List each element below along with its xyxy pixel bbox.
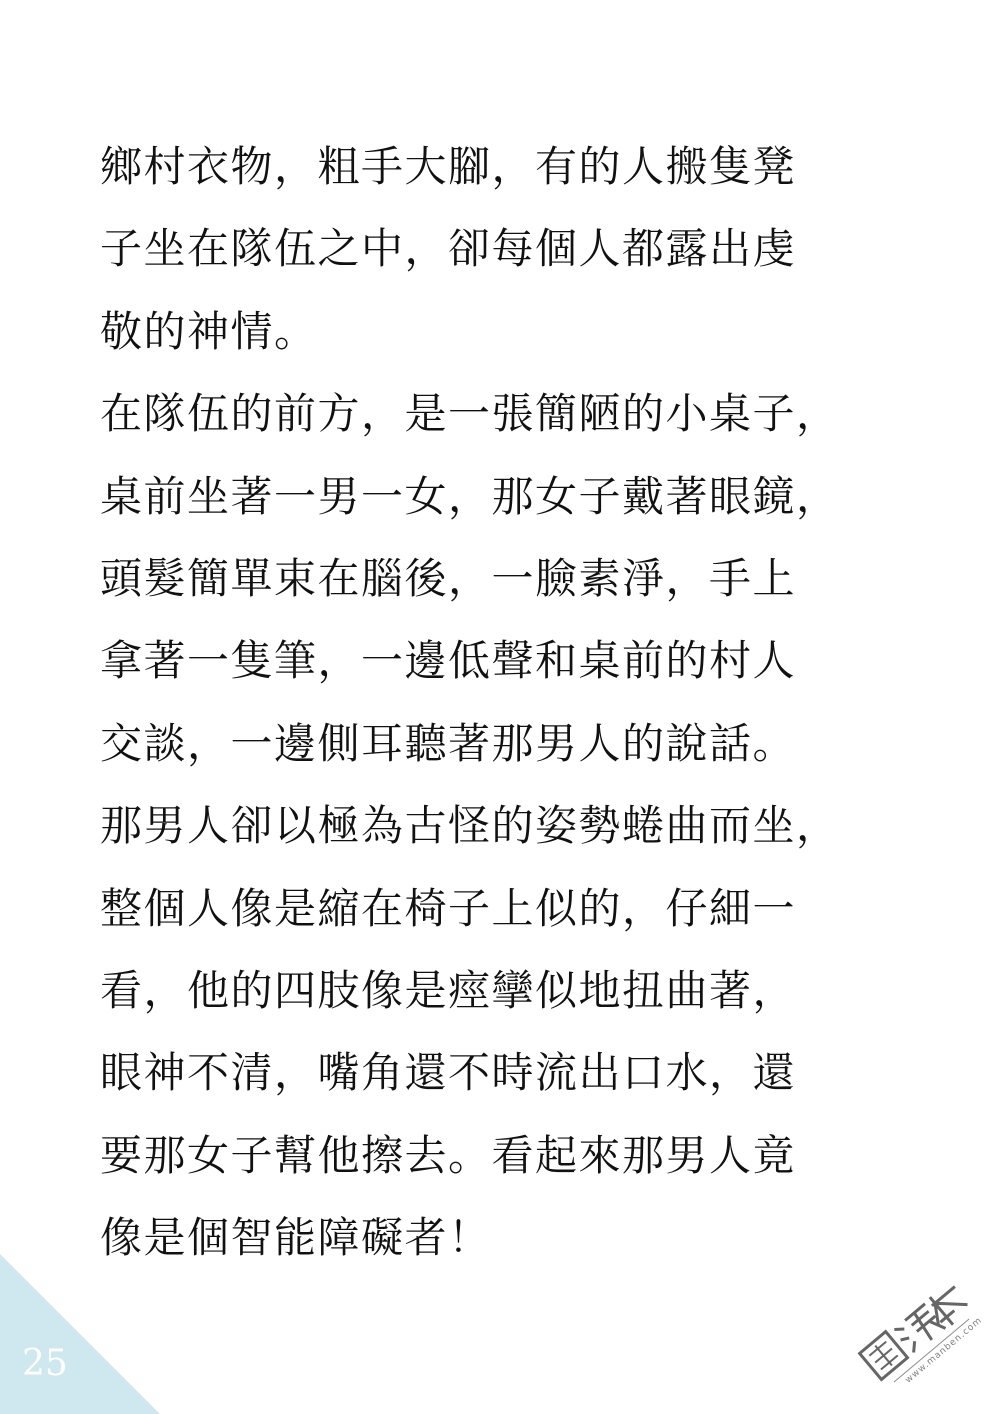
text-line: 鄉村衣物，粗手大腳，有的人搬隻凳 bbox=[100, 142, 797, 191]
text-line: 敬的神情。 bbox=[100, 306, 318, 356]
svg-text:www.manben.com: www.manben.com bbox=[903, 1315, 985, 1386]
text-line: 子坐在隊伍之中，卻每個人都露出虔 bbox=[100, 224, 797, 274]
text-line: 交談，一邊側耳聽著那男人的說話。 bbox=[100, 718, 797, 768]
text-line: 看，他的四肢像是痙攣似地扭曲著， bbox=[100, 965, 797, 1015]
page-number: 25 bbox=[22, 1343, 68, 1384]
text-line: 眼神不清，嘴角還不時流出口水，還 bbox=[100, 1048, 797, 1098]
text-line: 在隊伍的前方，是一張簡陋的小桌子， bbox=[100, 389, 840, 439]
watermark-logo bbox=[840, 1262, 990, 1412]
text-line: 桌前坐著一男一女，那女子戴著眼鏡， bbox=[100, 471, 840, 521]
body-text bbox=[100, 126, 960, 1279]
text-line: 頭髮簡單束在腦後，一臉素淨，手上 bbox=[100, 553, 797, 603]
text-line: 要那女子幫他擦去。看起來那男人竟 bbox=[100, 1130, 797, 1180]
text-line: 拿著一隻筆，一邊低聲和桌前的村人 bbox=[100, 636, 797, 686]
text-line: 像是個智能障礙者！ bbox=[100, 1213, 492, 1263]
text-line: 那男人卻以極為古怪的姿勢蜷曲而坐， bbox=[100, 801, 840, 851]
text-line: 整個人像是縮在椅子上似的，仔細一 bbox=[100, 883, 797, 933]
corner-decoration bbox=[0, 1254, 160, 1414]
